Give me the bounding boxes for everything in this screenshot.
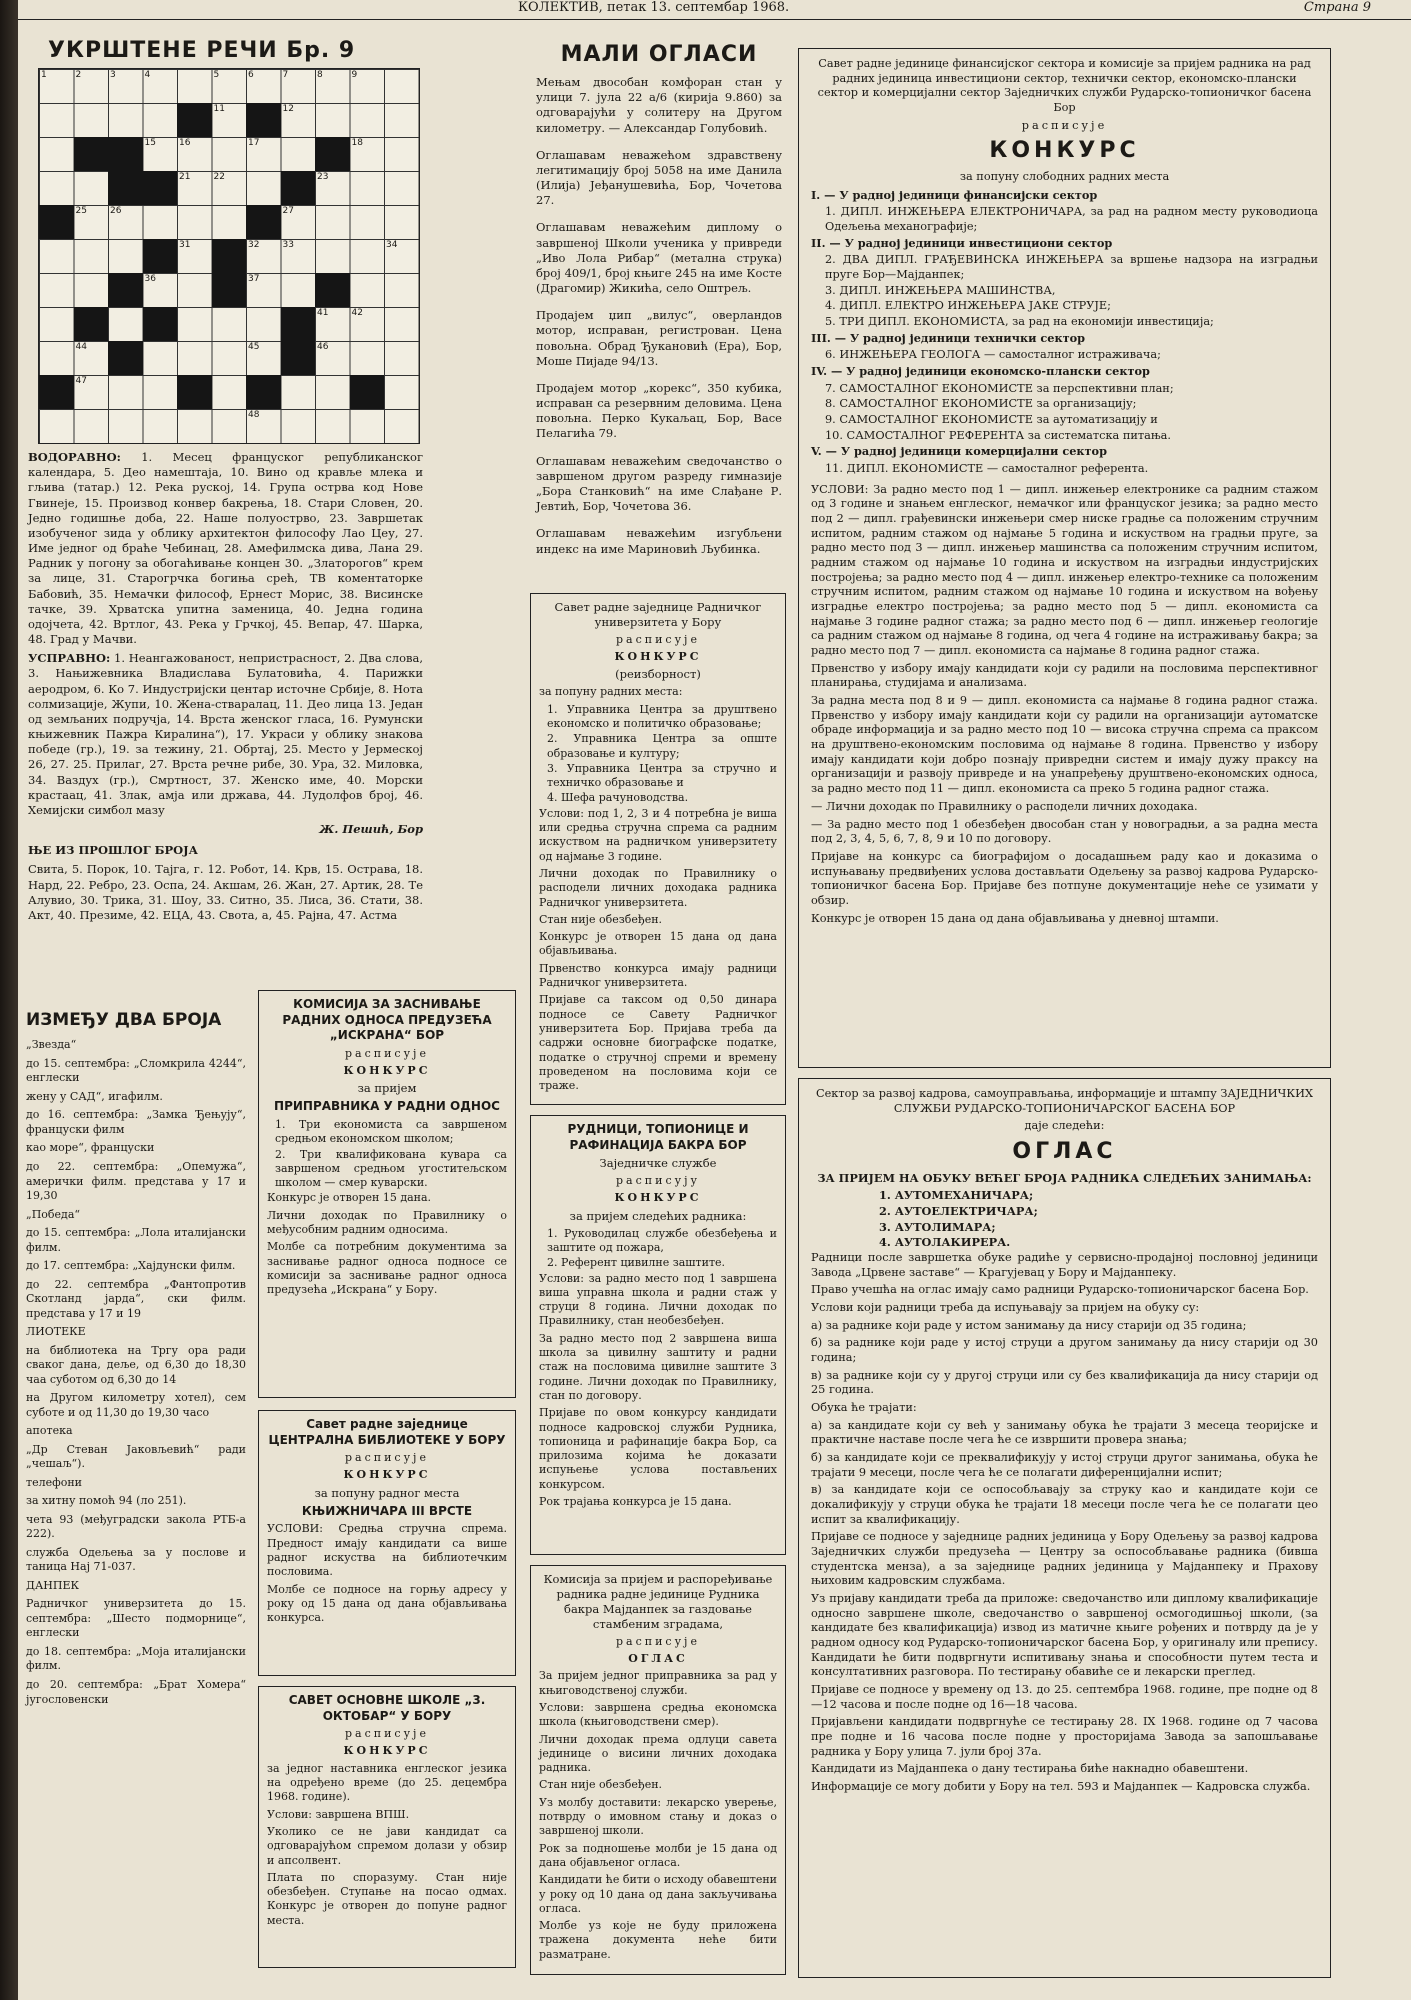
paragraph: Конкурс је отворен 15 дана. bbox=[267, 1191, 432, 1205]
page-header bbox=[18, 0, 1411, 20]
lib-intro: за попуну радног места bbox=[314, 1485, 460, 1500]
event-line: на Другом километру хотел), сем суботе и од 11,30 до 19,30 часо bbox=[26, 1391, 246, 1419]
crossword-black-square bbox=[212, 273, 247, 307]
crossword-number: 47 bbox=[75, 376, 87, 386]
section-heading: I. — У радној јединици финансијски сектор bbox=[811, 187, 1098, 202]
list-item: 1. Управника Центра за друштвено економско и политичко образовање; bbox=[547, 702, 777, 730]
ad-konkurs-rtb bbox=[798, 48, 1331, 1068]
wu-intro: за попуну радних места: bbox=[539, 685, 683, 699]
isk-kind: КОНКУРС bbox=[343, 1064, 431, 1078]
paragraph: Уколико се не јави кандидат са одговарајућом спремом долази у обзир и апсолвент. bbox=[267, 1824, 507, 1867]
crossword-number: 21 bbox=[179, 172, 191, 182]
crossword-black-square bbox=[315, 137, 350, 171]
paragraph: Пријаве се подносе у заједнице радних јединица у Бору Одељењу за развој кадрова Заједничких служби предузећа — Центру за оспособљавање радника (бивша студентска менза), а за заједнице радних јединица у Мајданпеку и Прахову њиховим кадровским службама. bbox=[811, 1530, 1318, 1588]
paragraph: Уз молбу доставити: лекарско уверење, потврду о имовном стању и доказ о завршеној школи. bbox=[539, 1795, 777, 1838]
solution-text: Свита, 5. Порок, 10. Тајга, г. 12. Робот, 14. Крв, 15. Острава, 18. Нард, 22. Ребро, 23. Оспа, 24. Акшам, 26. Жан, 27. Артик, 28. Те Алувио, 30. Трика, 31. Шоу, 33. Ситно, 35. Лиса, 36. Стати, 38. Акт, 40. Презиме, 42. ЕЦА, 43. Свота, а, 45. Рајна, 47. Астма bbox=[28, 862, 423, 922]
isk-text bbox=[267, 1191, 507, 1297]
ad-item: Оглашавам неважећим диплому о завршеној Школи ученика у привреди „Иво Лола Рибар“ (метална струка) број 409/1, број књиге 245 на име Косте (Драгомир) Жикића, село Оштрељ. bbox=[536, 220, 782, 296]
paragraph: Услови: за радно место под 1 завршена виша управна школа и радни стаж у струци 8 година. Лични доходак по Правилнику, стан необезбеђен. bbox=[539, 1271, 777, 1328]
event-line: чета 93 (међуградски закола РТБ-а 222). bbox=[26, 1512, 246, 1541]
event-line: ДАНПЕК bbox=[26, 1578, 80, 1592]
crossword-number: 8 bbox=[317, 70, 323, 80]
paragraph: Првенство конкурса имају радници Радничког универзитета. bbox=[539, 961, 777, 990]
crossword-black-square bbox=[246, 375, 281, 409]
crossword-black-square bbox=[281, 307, 316, 341]
rtb-kind: КОНКУРС bbox=[614, 1191, 702, 1205]
rtb-raspisuje: расписују bbox=[616, 1174, 700, 1188]
crossword-black-square bbox=[39, 375, 74, 409]
event-line: жену у САД“, игафилм. bbox=[26, 1089, 163, 1103]
paragraph: Молбе са потребним документима за заснивање радног односа подносе се комисији за заснивање радног односа предузећа „Искрана“ у Бору. bbox=[267, 1240, 507, 1297]
crossword-black-square bbox=[39, 205, 74, 239]
crossword-number: 18 bbox=[351, 138, 363, 148]
paragraph: Услови: завршена средња економска школа (књиговодствени смер). bbox=[539, 1700, 777, 1729]
crossword-black-square bbox=[350, 375, 385, 409]
event-line: до 18. септембра: „Моја италијански филм. bbox=[26, 1644, 246, 1673]
kb-sections bbox=[811, 188, 1318, 477]
ad-rtb bbox=[530, 1115, 786, 1555]
crossword-number: 48 bbox=[248, 410, 260, 420]
kb-text bbox=[811, 483, 1318, 926]
ad-item: Мењам двособан комфоран стан у улици 7. јула 22 а/6 (кирија 9.860) за одговарајући у солитеру на Другом километру. — Александар Голубовић. bbox=[536, 75, 782, 135]
crossword-number: 44 bbox=[75, 342, 87, 352]
crossword-number: 37 bbox=[248, 274, 260, 284]
paragraph: Радници после завршетка обуке радиће у сервисно-продајној пословној јединици Завода „Црвене заставе“ — Крагујевац у Бору и Мајданпеку. bbox=[811, 1250, 1318, 1279]
crossword-number: 16 bbox=[179, 138, 191, 148]
paragraph: — За радно место под 1 обезбеђен двособан стан у новоградњи, а за радна места под 2, 3, 4, 5, 6, 7, 8, 9 и 10 по договору. bbox=[811, 817, 1318, 846]
paragraph: в) за кандидате који се оспособљавају за струку као и кандидате који се докалификују у струци обука ће трајати 18 месеци после чега ће се полагати цео испит за квалификацију. bbox=[811, 1483, 1318, 1526]
rtb-head: РУДНИЦИ, ТОПИОНИЦЕ И РАФИНАЦИЈА БАКРА БОР bbox=[567, 1122, 749, 1152]
position-item: 6. ИНЖЕЊЕРА ГЕОЛОГА — самосталног истраживача; bbox=[825, 348, 1161, 362]
paragraph: Рок трајања конкурса је 15 дана. bbox=[539, 1495, 732, 1508]
ob-raspisuje: даје следећи: bbox=[1024, 1119, 1105, 1133]
events-column bbox=[26, 1010, 246, 1711]
crossword-black-square bbox=[315, 273, 350, 307]
crossword-number: 22 bbox=[213, 172, 225, 182]
ad-item: Оглашавам неважећим изгубљени индекс на име Мариновић Љубинка. bbox=[536, 526, 782, 556]
wu-text bbox=[539, 807, 777, 1094]
event-line: ЛИОТЕКЕ bbox=[26, 1325, 86, 1339]
paragraph: За радно место под 2 завршена виша школа за цивилну заштиту и радни стаж на пословима цивилне заштите 3 године. Лични доходак по Правилнику, стан по договору. bbox=[539, 1331, 777, 1402]
event-line: до 15. септембра: „Лола италијански филм. bbox=[26, 1226, 246, 1254]
sch-kind: КОНКУРС bbox=[343, 1744, 431, 1758]
crossword-number: 2 bbox=[75, 70, 82, 80]
event-line: за хитну помоћ 94 (ло 251). bbox=[26, 1494, 187, 1508]
small-ads-list bbox=[536, 75, 782, 557]
crossword-title: УКРШТЕНЕ РЕЧИ Бр. 9 bbox=[48, 38, 356, 63]
event-line: телефони bbox=[26, 1475, 82, 1489]
crossword-number: 12 bbox=[282, 104, 294, 114]
crossword-author: Ж. Пешић, Бор bbox=[319, 822, 423, 837]
crossword-number: 7 bbox=[282, 70, 289, 80]
paragraph: Молбе уз које не буду приложена тражена документа неће бити разматране. bbox=[539, 1919, 777, 1961]
crossword-black-square bbox=[177, 103, 212, 137]
position-item: 7. САМОСТАЛНОГ ЕКОНОМИСТЕ за перспективни план; bbox=[825, 381, 1174, 395]
crossword-black-square bbox=[143, 307, 178, 341]
event-line: служба Одељења за у послове и таница Нај 71-037. bbox=[26, 1545, 246, 1574]
paragraph: — Лични доходак по Правилнику о расподели личних доходака. bbox=[811, 799, 1198, 813]
position-item: 8. САМОСТАЛНОГ ЕКОНОМИСТЕ за организацију; bbox=[825, 397, 1137, 411]
event-line: до 17. септембра: „Хајдунски филм. bbox=[26, 1259, 236, 1273]
list-item: 2. Управника Центра за опште образовање и културу; bbox=[547, 732, 777, 760]
list-item: 1. Руководилац службе обезбеђења и заштите од пожара, bbox=[547, 1226, 777, 1254]
paragraph: Пријаве са таксом од 0,50 динара подносе се Савету Радничког универзитета Бор. Пријава треба да садржи основне биографске податке, податке о стручној спреми и времену проведеном на пословима који се траже. bbox=[539, 993, 777, 1093]
isk-title: ПРИПРАВНИКА У РАДНИ ОДНОС bbox=[274, 1099, 500, 1114]
paragraph: Обука ће трајати: bbox=[811, 1401, 917, 1415]
rtb-text bbox=[539, 1272, 777, 1510]
paragraph: Право учешћа на оглас имају само радници Рударско-топионичарског басена Бор. bbox=[811, 1283, 1309, 1297]
events-title: ИЗМЕЂУ ДВА БРОЈА bbox=[26, 1010, 222, 1030]
maj-head: Комисија за пријем и распоређивање радника радне јединице Рудника бакра Мајданпек за газдовање стамбеним зградама, bbox=[543, 1572, 773, 1631]
wu-sub: (реизборност) bbox=[615, 667, 701, 682]
position-item: 1. ДИПЛ. ИНЖЕЊЕРА ЕЛЕКТРОНИЧАРА, за рад на радном месту руководиоца Одељења механографије; bbox=[825, 205, 1318, 233]
position-item: 4. ДИПЛ. ЕЛЕКТРО ИНЖЕЊЕРА ЈАКЕ СТРУЈЕ; bbox=[825, 299, 1111, 313]
lib-kind: КОНКУРС bbox=[343, 1468, 431, 1482]
ob-title: ЗА ПРИЈЕМ НА ОБУКУ ВЕЋЕГ БРОЈА РАДНИКА СЛЕДЕЋИХ ЗАНИМАЊА: bbox=[817, 1170, 1312, 1185]
event-line: до 22. септембра: „Опемужа“, амерички филм. представа у 17 и 19,30 bbox=[26, 1160, 246, 1203]
list-item: 2. АУТОЕЛЕКТРИЧАРА; bbox=[879, 1203, 1038, 1218]
section-heading: II. — У радној јединици инвестициони сектор bbox=[811, 235, 1113, 250]
crossword-number: 6 bbox=[248, 70, 254, 80]
small-ads bbox=[536, 40, 782, 569]
maj-kind: ОГЛАС bbox=[628, 1652, 688, 1666]
event-line: до 16. септембра: „Замка Ђењују“, француски филм bbox=[26, 1108, 246, 1136]
crossword-black-square bbox=[281, 171, 316, 205]
kb-head: Савет радне јединице финансијског сектора и комисије за пријем радника на рад радних јединица инвестициони сектор, технички сектор, економско-плански сектор и комерцијални сектор Заједничких служби Рударско-топионичког басена Бор bbox=[817, 57, 1312, 115]
sch-raspisuje: расписује bbox=[345, 1727, 429, 1741]
horizontal-label: ВОДОРАВНО: bbox=[28, 450, 121, 464]
crossword-black-square bbox=[246, 205, 281, 239]
crossword-number: 4 bbox=[144, 70, 151, 80]
paragraph: б) за кандидате који се преквалификују у истој струци другог занимања, обука ће трајати 9 месеци, после чега ће се полагати диференцијални испит; bbox=[811, 1451, 1318, 1479]
kb-raspisuje: расписује bbox=[1021, 118, 1108, 132]
crossword-black-square bbox=[108, 171, 143, 205]
ad-item: Оглашавам неважећом здравствену легитимацију број 5058 на име Данила (Илија) Јеђанушевића, Бор, Чочетова 27. bbox=[536, 147, 782, 208]
wu-kind: КОНКУРС bbox=[614, 650, 702, 664]
lib-raspisuje: расписује bbox=[345, 1451, 429, 1465]
crossword-black-square bbox=[143, 171, 178, 205]
ob-kind: ОГЛАС bbox=[1012, 1139, 1117, 1165]
isk-head: КОМИСИЈА ЗА ЗАСНИВАЊЕ РАДНИХ ОДНОСА ПРЕДУЗЕЋА „ИСКРАНА“ БОР bbox=[282, 997, 492, 1043]
maj-text bbox=[539, 1701, 777, 1962]
crossword-number: 17 bbox=[248, 138, 260, 148]
page-spine bbox=[0, 0, 18, 2000]
ob-items bbox=[871, 1188, 1318, 1250]
horizontal-clues: 1. Месец француског републиканског календара, 5. Део намештаја, 10. Вино од кравље млека и гљива (татар.) 12. Река руској, 14. Група острва код Нове Гвинеје, 15. Производ конвер бакрења, 18. Стари Словен, 20. Једно годишње доба, 22. Наше полуострво, 23. Завршетак изобученог зида у облику архитектон философу Лао Цеу, 27. Име једног од браће Чебинац, 28. Амефилмска дива, Лана 29. Радник у погону за обогаћивање концен 30. „Златорогов“ крем за лице, 31. Старогрчка богиња срећ, ТВ коментаторке Бабовић, 35. Немачки философ, Ернест Морис, 38. Висинске тачке, 39. Хрватска упитна заменица, 40. Једна година одојчета, 42. Вртлог, 43. Река у Грчкој, 45. Вепар, 47. Шарка, 48. Град у Мачви. bbox=[28, 450, 423, 647]
ad-school bbox=[258, 1686, 516, 1968]
crossword-black-square bbox=[143, 239, 178, 273]
crossword-number: 32 bbox=[248, 240, 260, 250]
list-item: 1. Три економиста са завршеном средњом економском школом; bbox=[275, 1117, 507, 1146]
sch-text bbox=[267, 1808, 507, 1928]
newspaper-page bbox=[18, 0, 1411, 2000]
rtb-items bbox=[539, 1227, 777, 1271]
crossword-number: 42 bbox=[351, 308, 363, 318]
position-item: 10. САМОСТАЛНОГ РЕФЕРЕНТА за систематска питања. bbox=[825, 428, 1171, 442]
event-line: до 22. септембра „Фантопротив Скотланд јарда“, ски филм. представа у 17 и 19 bbox=[26, 1277, 246, 1320]
paragraph: Услови: под 1, 2, 3 и 4 потребна је виша или средња стручна спрема са радним искуством на радничком универзитету од најмање 3 године. bbox=[539, 806, 777, 863]
wu-raspisuje: расписује bbox=[616, 632, 700, 646]
paragraph: За радна места под 8 и 9 — дипл. економиста са најмање 8 година радног стажа. Првенство у избору имају кандидати који су радили на организацији аутоматске обраде информација и за радно место под 10 — висока стручна спрема са праксом на друштвено-економским пословима од најмање 8 година. Првенство у избору имају кандидати који добро познају привредни систем и имају дужу праксу на организацији и развоју привреде и на унапређењу друштвено-економских односа, за радно место под 11 — дипл. економиста са преко 5 година радног стажа. bbox=[811, 694, 1318, 796]
crossword-number: 36 bbox=[144, 274, 156, 284]
event-line: „Др Стеван Јаковљевић“ ради „чешаљ“). bbox=[26, 1442, 246, 1471]
crossword-number: 33 bbox=[282, 240, 294, 250]
wu-items bbox=[539, 703, 777, 806]
paragraph: Кандидати ће бити о исходу обавештени у року од 10 дана од дана закључивања огласа. bbox=[539, 1873, 777, 1915]
sch-head: САВЕТ ОСНОВНЕ ШКОЛЕ „3. ОКТОБАР“ У БОРУ bbox=[288, 1693, 486, 1723]
crossword-number: 26 bbox=[110, 206, 122, 216]
crossword-number: 1 bbox=[41, 70, 47, 80]
crossword-black-square bbox=[246, 103, 281, 137]
event-line: до 15. септембра: „Сломкрила 4244“, енглески bbox=[26, 1056, 246, 1085]
crossword-number: 41 bbox=[317, 308, 329, 318]
paragraph: Молбе се подносе на горњу адресу у року од 15 дана од дана објављивања конкурса. bbox=[267, 1582, 507, 1625]
section-heading: V. — У радној јединици комерцијални сектор bbox=[811, 444, 1107, 459]
paragraph: Рок за подношење молби је 15 дана од дана објављеног огласа. bbox=[539, 1841, 777, 1869]
event-line: на библиотека на Тргу ора ради сваког дана, деље, од 6,30 до 18,30 чаа суботом од 6,30 до 14 bbox=[26, 1343, 246, 1386]
events-lines bbox=[26, 1038, 246, 1707]
event-line: до 20. септембра: „Брат Хомера“ југословенски bbox=[26, 1677, 246, 1706]
position-item: 9. САМОСТАЛНОГ ЕКОНОМИСТЕ за аутоматизацију и bbox=[825, 413, 1158, 427]
crossword-black-square bbox=[108, 273, 143, 307]
ad-central-library bbox=[258, 1410, 516, 1676]
paragraph: Лични доходак по Правилнику о расподели личних доходака радника Радничког универзитета. bbox=[539, 866, 777, 909]
crossword-grid bbox=[38, 68, 420, 444]
paragraph: Лични доходак према одлуци савета јединице о висини личних доходака радника. bbox=[539, 1732, 777, 1775]
vertical-clues: 1. Неангажованост, непристрасност, 2. Два слова, 3. Нањижевника Владислава Булатовића, 4. Парижки аеродром, 6. Ко 7. Индустријски центар источне Србије, 8. Нота солмизације, Жупи, 10. Жена-стваралац, 11. Део лица 13. Један од земљаних подручја, 14. Врста женског гласа, 16. Румунски књижевник Пажра Киралина“), 17. Украси у облику знакова победе (гр.), 19. за тежину, 21. Обртај, 25. Место у Јермеској 26, 27. 25. Прилаг, 27. Врста речне рибе, 30. Ура, 32. Миловка, 34. Ваздух (гр.), Смртност, 37. Женско име, 40. Морски крастаац, 41. Злак, амја или држава, 44. Лудолфов број, 46. Хемијски симбол мазу bbox=[28, 651, 424, 817]
solution-label: ЊЕ ИЗ ПРОШЛОГ БРОЈА bbox=[28, 843, 198, 858]
isk-items bbox=[267, 1118, 507, 1190]
crossword-number: 23 bbox=[317, 172, 329, 182]
small-ads-title: МАЛИ ОГЛАСИ bbox=[560, 42, 758, 67]
ad-oglas-training bbox=[798, 1078, 1331, 1978]
paragraph: Пријављени кандидати подвргнуће се тестирању 28. IX 1968. године од 7 часова пре подне и 16 часова после подне у просторијама Завода за запошљавање радника у Бору улица 7. јули број 37а. bbox=[811, 1715, 1318, 1758]
list-item: 2. Референт цивилне заштите. bbox=[547, 1256, 726, 1270]
paragraph: а) за кандидате који су већ у занимању обука ће трајати 3 месеца теоријске и практичне наставе после чега ће се извршити провера знања; bbox=[811, 1418, 1318, 1447]
header-page-number: Страна 9 bbox=[1303, 0, 1371, 15]
crossword-number: 31 bbox=[179, 240, 191, 250]
paragraph: Уз пријаву кандидати треба да приложе: сведочанство или диплому квалификације односно завршене школе, сведочанство о завршеној осмогодишњој школи, (за кандидате без квалификација) извод из матичне књиге рођених и потврду да је у радном односу код Рударско-топионичарског басена Бор, у оригиналу или препису. Кандидати ће бити подвргнути испитивању знања и способности путем теста и консултативних разговора. По тестирању обавиће се и лекарски преглед. bbox=[811, 1592, 1318, 1679]
paragraph: Информације се могу добити у Бору на тел. 593 и Мајданпек — Кадровска служба. bbox=[811, 1780, 1311, 1794]
crossword-number: 45 bbox=[248, 342, 260, 352]
list-item: 3. АУТОЛИМАРА; bbox=[879, 1219, 996, 1234]
paragraph: Услови који радници треба да испуњавају за пријем на обуку су: bbox=[811, 1300, 1200, 1314]
paragraph: Пријаве на конкурс са биографијом о досадашњем раду као и доказима о испуњавању предвиђених услова достављати Одељењу за развој кадрова Рударско-топионичког басена Бор. Пријаве без потпуне документације неће се узимати у обзир. bbox=[811, 849, 1318, 907]
event-line: Радничког универзитета до 15. септембра: „Шесто подморнице“, енглески bbox=[26, 1597, 246, 1640]
crossword-black-square bbox=[108, 341, 143, 375]
event-line: „Звезда“ bbox=[26, 1038, 77, 1052]
paragraph: Конкурс је отворен 15 дана од дана објављивања. bbox=[539, 930, 777, 958]
maj-intro: За пријем једног приправника за рад у књиговодственој служби. bbox=[539, 1669, 777, 1697]
wu-head: Савет радне заједнице Радничког универзитета у Бору bbox=[554, 600, 762, 629]
header-date: КОЛЕКТИВ, петак 13. септембар 1968. bbox=[518, 0, 790, 15]
ob-head: Сектор за развој кадрова, самоуправљања, информације и штампу ЗАЈЕДНИЧКИХ СЛУЖБИ РУДАРСКО-ТОПИОНИЧАРСКОГ БАСЕНА БОР bbox=[815, 1087, 1314, 1115]
sch-intro: за једног наставника енглеског језика на одређено време (до 25. децембра 1968. године). bbox=[267, 1761, 507, 1804]
position-item: 5. ТРИ ДИПЛ. ЕКОНОМИСТА, за рад на економији инвестиција; bbox=[825, 315, 1214, 328]
crossword-black-square bbox=[281, 341, 316, 375]
crossword-black-square bbox=[177, 375, 212, 409]
list-item: 4. АУТОЛАКИРЕРА. bbox=[879, 1235, 1011, 1250]
paragraph: в) за раднике који су у другој струци или су без квалификација да нису старији од 25 година. bbox=[811, 1368, 1318, 1397]
rtb-sub: Заједничке службе bbox=[599, 1156, 717, 1171]
crossword-number: 3 bbox=[110, 70, 116, 80]
kb-kind: КОНКУРС bbox=[989, 138, 1140, 164]
lib-text bbox=[267, 1522, 507, 1625]
list-item: 3. Управника Центра за стручно и техничко образовање и bbox=[547, 761, 777, 790]
paragraph: Стан није обезбеђен. bbox=[539, 912, 663, 926]
crossword-black-square bbox=[212, 239, 247, 273]
ad-iskrana bbox=[258, 990, 516, 1398]
ob-text bbox=[811, 1251, 1318, 1795]
ad-majdanpek bbox=[530, 1565, 786, 1975]
crossword-black-square bbox=[74, 307, 109, 341]
maj-raspisuje: расписује bbox=[616, 1634, 700, 1648]
crossword-black-square bbox=[74, 137, 109, 171]
ad-workers-university bbox=[530, 593, 786, 1105]
paragraph: Стан није обезбеђен. bbox=[539, 1778, 663, 1792]
crossword-number: 15 bbox=[144, 138, 156, 148]
ad-item: Продајем џип „вилус“, оверландов мотор, исправан, регистрован. Цена повољна. Обрад Ђукановић (Ера), Бор, Моше Пијаде 94/13. bbox=[536, 308, 782, 368]
crossword-number: 5 bbox=[213, 70, 220, 80]
paragraph: Плата по споразуму. Стан није обезбеђен. Ступање на посао одмах. Конкурс је отворен до попуне радног места. bbox=[267, 1870, 507, 1927]
paragraph: а) за раднике који раде у истом занимању да нису старији од 35 година; bbox=[811, 1318, 1247, 1332]
crossword-number: 34 bbox=[386, 240, 398, 250]
ad-item: Оглашавам неважећим сведочанство о завршеном другом разреду гимназије „Бора Станковић“ на име Слађане Р. Јевтић, Бор, Чочетова 36. bbox=[536, 453, 782, 514]
lib-title: КЊИЖНИЧАРА III ВРСТЕ bbox=[301, 1503, 473, 1518]
crossword-black-square bbox=[108, 137, 143, 171]
event-line: „Победа“ bbox=[26, 1207, 81, 1221]
position-item: 3. ДИПЛ. ИНЖЕЊЕРА МАШИНСТВА, bbox=[825, 283, 1056, 297]
list-item: 2. Три квалификована кувара са завршеном средњом угоститељском школом — смер куварски. bbox=[275, 1147, 507, 1190]
isk-raspisuje: расписује bbox=[345, 1046, 429, 1060]
paragraph: УСЛОВИ: Средња стручна спрема. Предност имају кандидати са више радног искуства на библиотечким пословима. bbox=[267, 1522, 507, 1579]
crossword-clues bbox=[28, 450, 423, 927]
event-line: апотека bbox=[26, 1424, 73, 1438]
list-item: 1. АУТОМЕХАНИЧАРА; bbox=[879, 1188, 1034, 1203]
section-heading: IV. — У радној јединици економско-плански сектор bbox=[811, 364, 1150, 379]
rtb-intro: за пријем следећих радника: bbox=[569, 1208, 747, 1223]
paragraph: Услови: завршена ВПШ. bbox=[267, 1807, 410, 1821]
paragraph: Пријаве се подносе у времену од 13. до 25. септембра 1968. године, пре подне од 8—12 часова и после подне од 16—18 часова. bbox=[811, 1683, 1318, 1711]
lib-head: Савет радне заједнице ЦЕНТРАЛНА БИБЛИОТЕКЕ У БОРУ bbox=[268, 1417, 506, 1447]
event-line: као море“, француски bbox=[26, 1141, 155, 1155]
crossword-number: 46 bbox=[317, 342, 329, 352]
paragraph: Првенство у избору имају кандидати који су радили на пословима перспективног планирања, студијама и анализама. bbox=[811, 661, 1318, 690]
isk-intro: за пријем bbox=[357, 1081, 417, 1096]
paragraph: Пријаве по овом конкурсу кандидати подносе кадровској служби Рудника, топионица и рафинације бакра Бор, са прилозима којима ће доказати испуњење услова постављених конкурсом. bbox=[539, 1406, 777, 1491]
vertical-label: УСПРАВНО: bbox=[28, 651, 111, 666]
position-item: 2. ДВА ДИПЛ. ГРАЂЕВИНСКА ИНЖЕЊЕРА за вршење надзора на изградњи пруге Бор—Мајданпек; bbox=[825, 253, 1318, 281]
crossword-number: 11 bbox=[213, 104, 225, 114]
crossword-number: 25 bbox=[75, 206, 87, 216]
paragraph: УСЛОВИ: За радно место под 1 — дипл. инжењер електронике са радним стажом од 3 године и знањем енглеског, немачког или француског језика; за радно место под 2 — дипл. грађевински инжењери смер ниске градње са положеним стручним испитом, радним стажом од најмање 5 година и искуством на градњи пруге, за радно место под 3 — дипл. инжењер машинства са положеним стручним испитом, радним стажом од најмање 10 година и искуством на изградњи индустријских постројења; за радно место под 4 — дипл. инжењер електро-технике са положеним стручним испитом, радним стажом од најмање 10 година и искуством на вођењу изградње електро постројења; за радно место под 5 — дипл. економиста са најмање 3 године радног стажа; за радно место под 6 — дипл. инжењер геологије са радним стажом од најмање 8 година, од чега 4 године на истраживању бакра; за радно место под 7 — дипл. економиста са најмање 8 година радног стажа. bbox=[811, 482, 1318, 658]
crossword-number: 9 bbox=[351, 70, 358, 80]
section-heading: III. — У радној јединици технички сектор bbox=[811, 330, 1086, 345]
list-item: 4. Шефа рачуноводства. bbox=[547, 791, 689, 805]
paragraph: Кандидати из Мајданпека о дану тестирања биће накнадно обавештени. bbox=[811, 1762, 1249, 1776]
paragraph: Конкурс је отворен 15 дана од дана објављивања у дневној штампи. bbox=[811, 911, 1219, 925]
ad-item: Продајем мотор „корекс“, 350 кубика, исправан са резервним деловима. Цена повољна. Перко Кукаљац, Бор, Васе Пелагића 79. bbox=[536, 380, 782, 441]
crossword-number: 27 bbox=[282, 206, 294, 216]
paragraph: б) за раднике који раде у истој струци а другом занимању да нису старији од 30 година; bbox=[811, 1336, 1318, 1364]
position-item: 11. ДИПЛ. ЕКОНОМИСТЕ — самосталног референта. bbox=[825, 462, 1149, 476]
kb-intro: за попуну слободних радних места bbox=[959, 169, 1170, 183]
paragraph: Лични доходак по Правилнику о међусобним радним односима. bbox=[267, 1208, 507, 1236]
